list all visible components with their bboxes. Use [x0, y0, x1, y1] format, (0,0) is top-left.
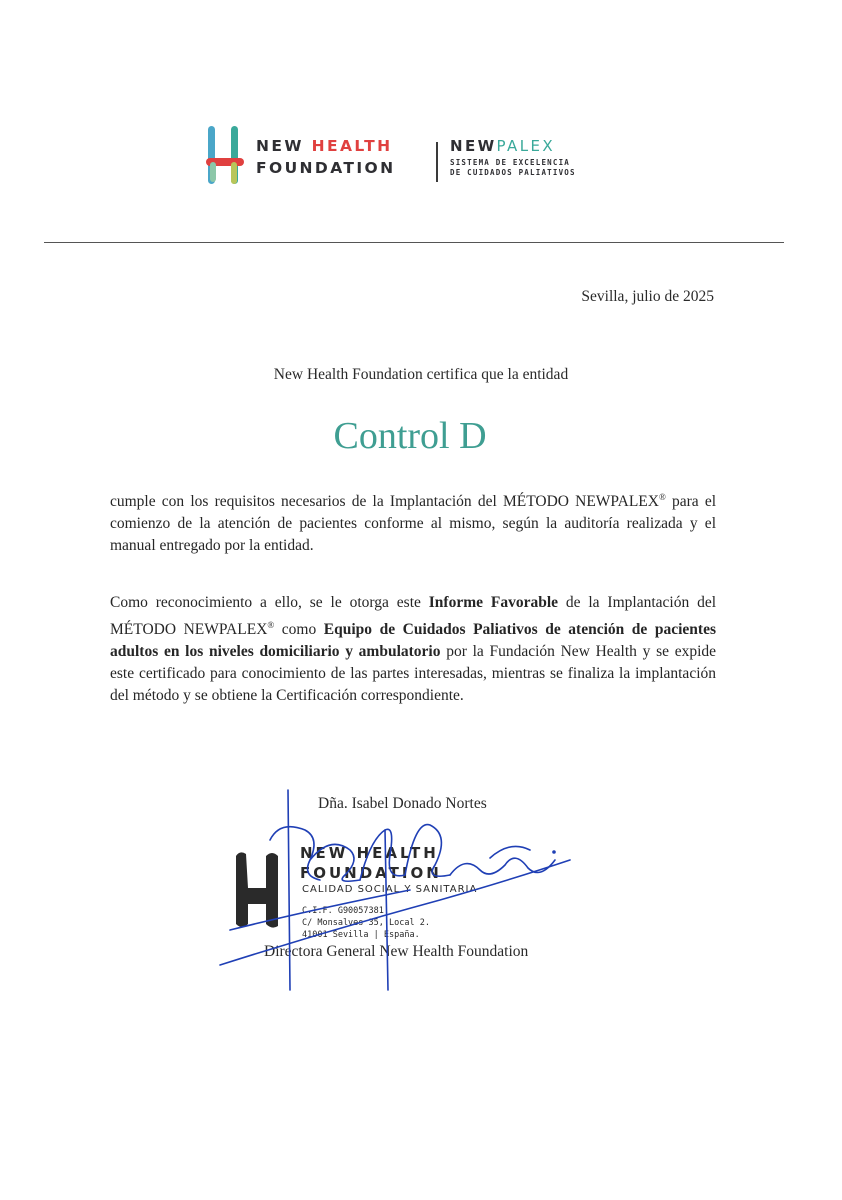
logo-health-text: HEALTH — [311, 137, 393, 155]
document-date: Sevilla, julio de 2025 — [581, 288, 714, 305]
logo-sub-line2: DE CUIDADOS PALIATIVOS — [450, 168, 576, 177]
p2-text-c: como — [274, 621, 324, 639]
p1-text-b: para el comienzo de la atención de pacientes conforme al mismo, según la auditoría realizada y el manual entregado por la entidad. — [110, 493, 717, 555]
logo-sub-line1: SISTEMA DE EXCELENCIA — [450, 158, 571, 167]
stamp-line2: FOUNDATION — [300, 864, 442, 882]
p2-text-d: por la Fundación New Health y se expide este certificado para conocimiento de las partes interesadas, mientras se finaliza la implantación del método y se obtiene la Certificación correspondiente. — [110, 643, 717, 705]
logo-newpalex-new: NEW — [450, 137, 497, 155]
logo-new-text: NEW — [256, 137, 312, 155]
new-health-foundation-logo-icon — [200, 122, 248, 188]
recognition-paragraph — [110, 592, 716, 707]
p2-registered-mark: ® — [267, 620, 275, 630]
signatory-role: Directora General New Health Foundation — [264, 943, 529, 960]
p2-favorable-report: Informe Favorable — [428, 594, 559, 611]
p2-team-description: Equipo de Cuidados Paliativos de atención de pacientes adultos en los niveles domiciliario y ambulatorio — [110, 621, 716, 661]
p1-text-a: cumple con los requisitos necesarios de la Implantación del MÉTODO NEWPALEX — [110, 493, 659, 511]
stamp-cif: C.I.F. G90057381 — [302, 906, 384, 916]
logo-foundation-text: FOUNDATION — [256, 159, 396, 177]
header-divider — [44, 242, 784, 243]
stamp-line3: CALIDAD SOCIAL Y SANITARIA — [302, 884, 478, 895]
certification-intro: New Health Foundation certifica que la entidad — [273, 366, 569, 383]
logo-separator — [436, 142, 438, 182]
stamp-h-logo-icon — [230, 848, 284, 930]
requirements-paragraph — [110, 486, 716, 557]
p2-text-b: de la Implantación del MÉTODO NEWPALEX — [110, 594, 717, 639]
stamp-city: 41001 Sevilla | España. — [302, 930, 420, 940]
header-logos — [200, 122, 630, 192]
logo-newpalex-palex: PALEX — [496, 137, 556, 155]
logo-new-health-foundation-text — [256, 135, 395, 179]
logo-newpalex-subtitle — [450, 158, 576, 178]
p2-text-a: Como reconocimiento a ello, se le otorga este — [110, 594, 429, 611]
stamp-line1: NEW HEALTH — [300, 844, 439, 862]
company-stamp — [222, 838, 582, 958]
stamp-address: C/ Monsalves 35, Local 2. — [302, 918, 430, 928]
logo-newpalex-text — [450, 135, 555, 157]
signatory-name: Dña. Isabel Donado Nortes — [318, 795, 487, 812]
p1-registered-mark: ® — [658, 492, 666, 502]
certified-entity-name: Control D — [333, 415, 487, 457]
